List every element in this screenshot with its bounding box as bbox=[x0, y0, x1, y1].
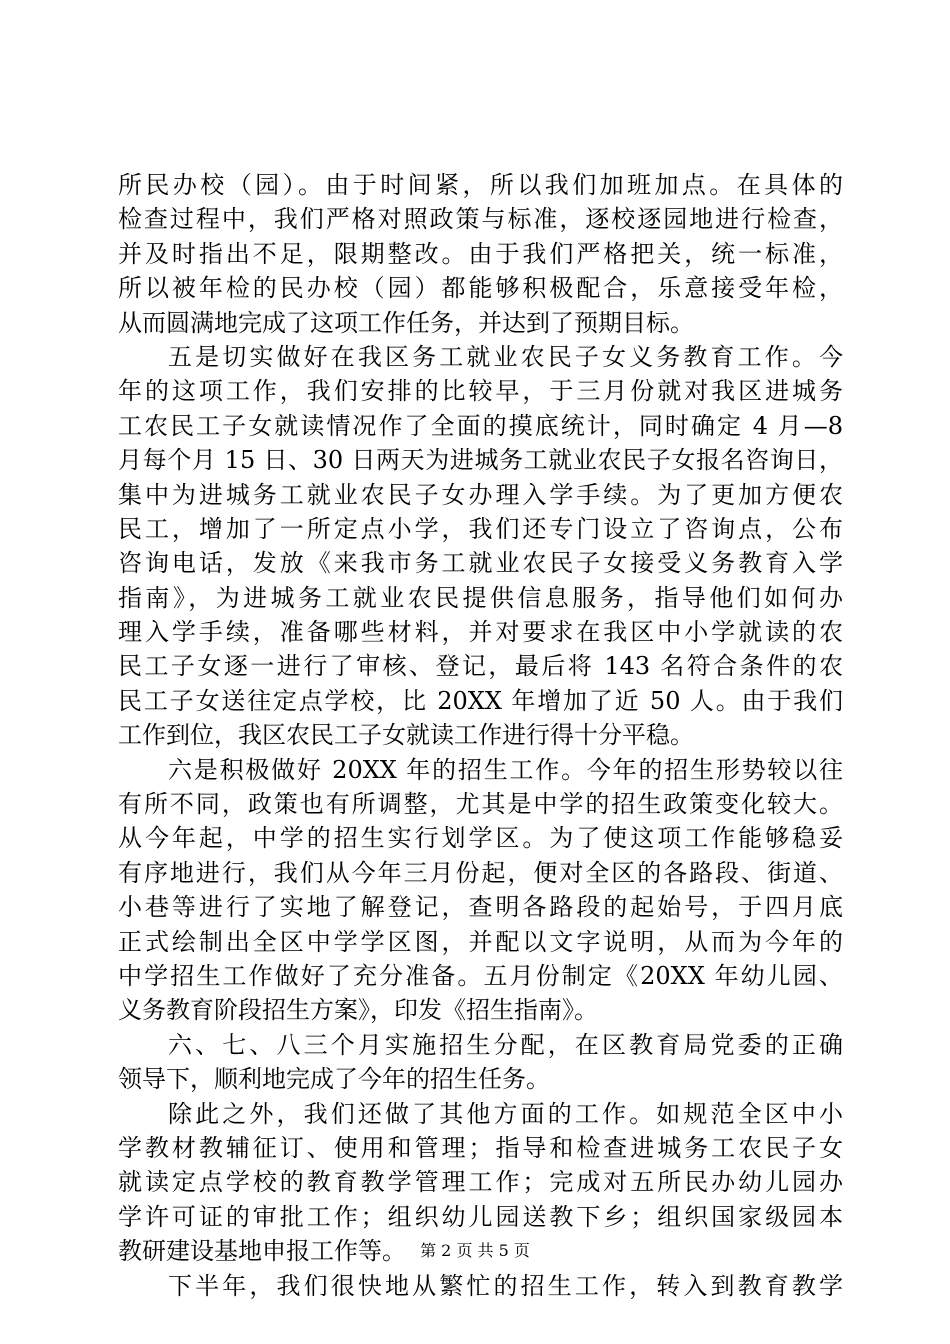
text-line: 有所不同，政策也有所调整，尤其是中学的招生政策变化较大。 bbox=[118, 790, 843, 819]
text-line: 学许可证的审批工作；组织幼儿园送教下乡；组织国家级园本 bbox=[118, 1202, 843, 1231]
paragraph-start-line: 六是积极做好 20XX 年的招生工作。今年的招生形势较以往 bbox=[168, 755, 843, 784]
paragraph-start-line: 六、七、八三个月实施招生分配，在区教育局党委的正确 bbox=[168, 1030, 843, 1059]
paragraph-start-line: 下半年，我们很快地从繁忙的招生工作，转入到教育教学 bbox=[168, 1271, 843, 1300]
text-line: 教研建设基地申报工作等。 bbox=[118, 1237, 406, 1266]
text-line: 民工，增加了一所定点小学，我们还专门设立了咨询点，公布 bbox=[118, 514, 843, 543]
text-line: 工农民工子女就读情况作了全面的摸底统计，同时确定 4 月—8 bbox=[118, 411, 843, 440]
text-line: 义务教育阶段招生方案》，印发《招生指南》。 bbox=[118, 996, 598, 1025]
text-line: 中学招生工作做好了充分准备。五月份制定《20XX 年幼儿园、 bbox=[118, 961, 843, 990]
text-line: 工作到位，我区农民工子女就读工作进行得十分平稳。 bbox=[118, 721, 694, 750]
text-line: 就读定点学校的教育教学管理工作；完成对五所民办幼儿园办 bbox=[118, 1168, 843, 1197]
text-line: 从而圆满地完成了这项工作任务，并达到了预期目标。 bbox=[118, 308, 694, 337]
text-line: 正式绘制出全区中学学区图，并配以文字说明，从而为今年的 bbox=[118, 927, 843, 956]
text-line: 有序地进行，我们从今年三月份起，便对全区的各路段、街道、 bbox=[118, 858, 843, 887]
text-line: 学教材教辅征订、使用和管理；指导和检查进城务工农民子女 bbox=[118, 1133, 843, 1162]
text-line: 理入学手续，准备哪些材料，并对要求在我区中小学就读的农 bbox=[118, 618, 843, 647]
text-line: 所民办校（园）。由于时间紧，所以我们加班加点。在具体的 bbox=[118, 171, 843, 199]
document-body bbox=[118, 168, 843, 1303]
text-line: 从今年起，中学的招生实行划学区。为了使这项工作能够稳妥 bbox=[118, 824, 843, 853]
text-line: 民工子女逐一进行了审核、登记，最后将 143 名符合条件的农 bbox=[118, 652, 843, 681]
text-line: 并及时指出不足，限期整改。由于我们严格把关，统一标准， bbox=[118, 239, 843, 268]
text-line: 月每个月 15 日、30 日两天为进城务工就业农民子女报名咨询日， bbox=[118, 446, 843, 475]
text-line: 集中为进城务工就业农民子女办理入学手续。为了更加方便农 bbox=[118, 480, 843, 509]
text-line: 民工子女送往定点学校，比 20XX 年增加了近 50 人。由于我们 bbox=[118, 686, 843, 715]
text-line: 指南》，为进城务工就业农民提供信息服务，指导他们如何办 bbox=[118, 583, 843, 612]
text-line: 领导下，顺利地完成了今年的招生任务。 bbox=[118, 1065, 550, 1094]
text-line: 年的这项工作，我们安排的比较早，于三月份就对我区进城务 bbox=[118, 377, 843, 406]
text-line: 所以被年检的民办校（园）都能够积极配合，乐意接受年检， bbox=[118, 274, 843, 303]
text-line: 检查过程中，我们严格对照政策与标准，逐校逐园地进行检查， bbox=[118, 205, 843, 234]
paragraph-start-line: 除此之外，我们还做了其他方面的工作。如规范全区中小 bbox=[168, 1099, 843, 1128]
page-number-footer: 第 2 页 共 5 页 bbox=[420, 1241, 530, 1260]
text-line: 小巷等进行了实地了解登记，查明各路段的起始号，于四月底 bbox=[118, 893, 843, 922]
text-line: 咨询电话，发放《来我市务工就业农民子女接受义务教育入学 bbox=[118, 549, 843, 578]
paragraph-start-line: 五是切实做好在我区务工就业农民子女义务教育工作。今 bbox=[168, 342, 843, 371]
